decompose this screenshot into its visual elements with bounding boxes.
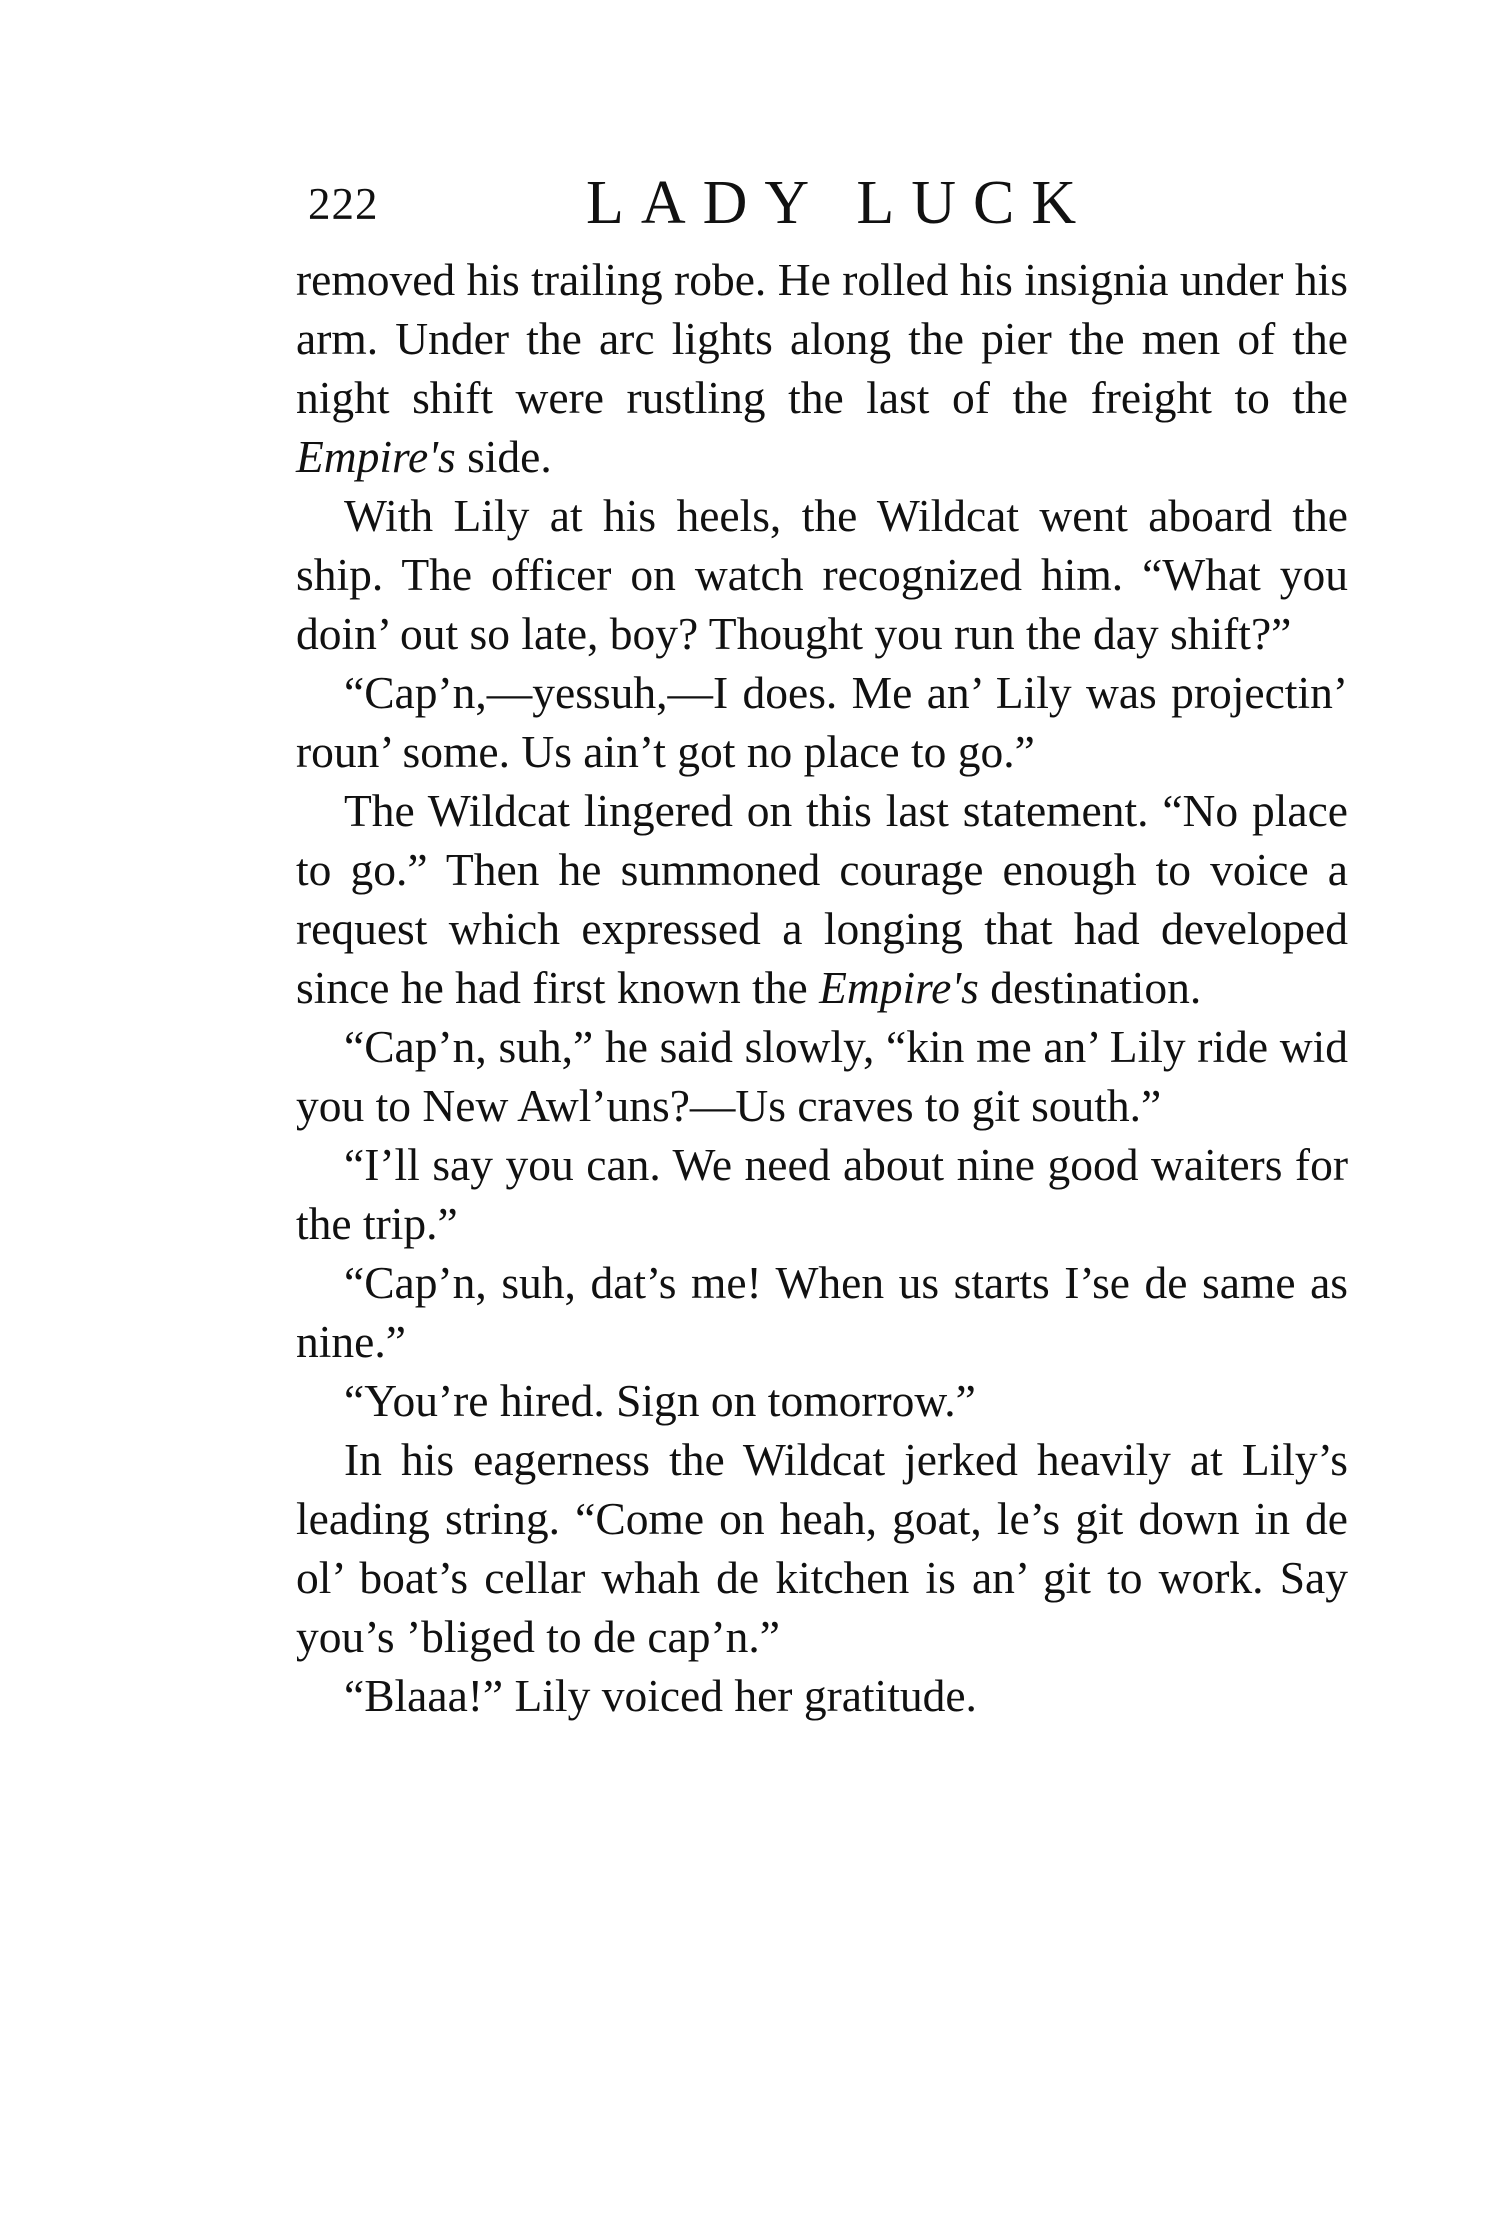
paragraph bbox=[296, 1371, 1348, 1430]
text-run: “I’ll say you can. We need about nine good waiters for the trip.” bbox=[296, 1139, 1348, 1249]
running-title: LADY LUCK bbox=[586, 169, 1094, 237]
running-head bbox=[288, 160, 1348, 250]
paragraph bbox=[296, 1017, 1348, 1135]
book-page bbox=[288, 160, 1348, 1725]
text-run: destination. bbox=[978, 962, 1202, 1013]
text-run: “Cap’n, suh,” he said slowly, “kin me an’ Lily ride wid you to New Awl’uns?—Us craves to git south.” bbox=[296, 1021, 1348, 1131]
text-run: side. bbox=[455, 431, 552, 482]
text-run: removed his trailing robe. He rolled his insignia under his arm. Under the arc lights along the pier the men of the night shift were rustling the last of the freight to the bbox=[296, 254, 1348, 423]
text-run: In his eagerness the Wildcat jerked heavily at Lily’s leading string. “Come on heah, goat, le’s git down in de ol’ boat’s cellar whah de kitchen is an’ git to work. Say you’s ’bliged to de cap’n.” bbox=[296, 1434, 1348, 1662]
paragraph bbox=[296, 1253, 1348, 1371]
paragraph bbox=[296, 250, 1348, 486]
italic-ship-name: Empire's bbox=[296, 431, 456, 482]
italic-ship-name: Empire's bbox=[819, 962, 979, 1013]
paragraph bbox=[296, 663, 1348, 781]
text-run: “Blaaa!” Lily voiced her gratitude. bbox=[344, 1670, 977, 1721]
text-run: “Cap’n, suh, dat’s me! When us starts I’se de same as nine.” bbox=[296, 1257, 1348, 1367]
text-run: With Lily at his heels, the Wildcat went aboard the ship. The officer on watch recognized him. “What you doin’ out so late, boy? Thought you run the day shift?” bbox=[296, 490, 1348, 659]
paragraph bbox=[296, 1135, 1348, 1253]
paragraph bbox=[296, 1666, 1348, 1725]
paragraph bbox=[296, 781, 1348, 1017]
paragraph bbox=[296, 1430, 1348, 1666]
paragraph bbox=[296, 486, 1348, 663]
page-number: 222 bbox=[308, 179, 379, 229]
text-run: “Cap’n,—yessuh,—I does. Me an’ Lily was projectin’ roun’ some. Us ain’t got no place to go.” bbox=[296, 667, 1348, 777]
text-run: The Wildcat lingered on this last statement. “No place to go.” Then he summoned courage enough to voice a request which expressed a longing that had developed since he had first known the bbox=[296, 785, 1348, 1013]
body-text bbox=[288, 250, 1348, 1725]
text-run: “You’re hired. Sign on tomorrow.” bbox=[344, 1375, 976, 1426]
